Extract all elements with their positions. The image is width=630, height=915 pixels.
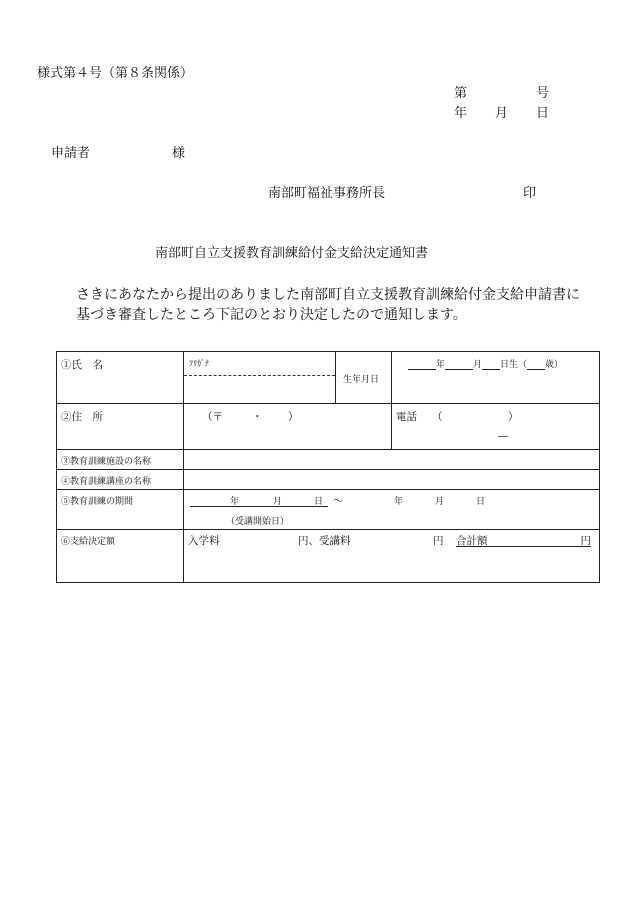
dob-label-cell: [336, 352, 392, 404]
phone-dash: ―: [498, 430, 509, 442]
total-label: 合計額: [456, 535, 488, 547]
period-start-month: 月: [273, 497, 283, 507]
dob-day-unit: 日生（: [500, 360, 528, 370]
row-facility: [57, 450, 600, 470]
doc-number-suffix: 号: [536, 86, 550, 101]
body-text-line1: さきにあなたから提出のありました南部町自立支援教育訓練給付金支給申請書に: [76, 287, 580, 303]
entrance-fee-label: 入学料: [188, 535, 220, 547]
applicant-honorific: 様: [172, 146, 186, 161]
name-label-cell: [57, 352, 184, 404]
dob-day-blank: [482, 357, 500, 370]
doc-number-prefix: 第: [454, 86, 468, 101]
row-address: [57, 404, 600, 450]
row-course: [57, 470, 600, 490]
furigana-divider: [184, 375, 335, 376]
issuer-name: 南部町福祉事務所長: [268, 186, 386, 201]
age-blank: [527, 357, 545, 370]
date-year: 年: [454, 106, 468, 121]
amount-value-cell: [184, 530, 600, 583]
phone-cell: [392, 404, 600, 450]
facility-label-cell: [57, 450, 184, 470]
phone-close: ）: [508, 411, 519, 423]
dob-month-blank: [445, 357, 473, 370]
row-name: [57, 352, 600, 404]
course-label: ④教育訓練講座の名称: [61, 477, 152, 487]
postal-dot: ・: [252, 411, 263, 423]
total-yen: 円: [580, 535, 591, 547]
period-start-underline: [190, 506, 328, 507]
dob-month-unit: 月: [473, 360, 483, 370]
postal-open: （〒: [202, 411, 223, 423]
row-period: [57, 490, 600, 530]
name-value-cell: [184, 352, 336, 404]
course-label-cell: [57, 470, 184, 490]
course-value-cell: [184, 470, 600, 490]
age-unit: 歳）: [545, 360, 564, 370]
facility-label: ③教育訓練施設の名称: [61, 457, 152, 467]
applicant-label: 申請者: [51, 146, 91, 161]
period-start-note: （受講開始日）: [226, 517, 290, 527]
period-end-month: 月: [435, 497, 445, 507]
decision-table: [56, 351, 600, 583]
address-label-cell: [57, 404, 184, 450]
period-label-cell: [57, 490, 184, 530]
period-value-cell: [184, 490, 600, 530]
facility-value-cell: [184, 450, 600, 470]
period-end-year: 年: [394, 497, 404, 507]
postal-close: ）: [288, 411, 299, 423]
document-title: 南部町自立支援教育訓練給付金支給決定通知書: [155, 246, 429, 261]
period-end-day: 日: [476, 497, 486, 507]
period-start-day: 日: [314, 497, 324, 507]
name-label: ①氏 名: [61, 359, 103, 371]
furigana-label: ﾌﾘｶﾞﾅ: [189, 359, 209, 368]
period-label: ⑤教育訓練の期間: [61, 497, 134, 507]
date-day: 日: [536, 106, 550, 121]
dob-label: 生年月日: [343, 375, 380, 385]
form-number: 様式第４号（第８条関係）: [37, 66, 194, 81]
body-text-line2: 基づき審査したところ下記のとおり決定したので通知します。: [76, 307, 467, 323]
phone-label: 電話: [396, 411, 417, 423]
seal-mark: 印: [523, 186, 537, 201]
period-start-year: 年: [230, 497, 240, 507]
row-amount: [57, 530, 600, 583]
period-tilde: 〜: [333, 495, 344, 507]
tuition-fee-label: 円、受講料: [298, 535, 351, 547]
address-value-cell: [184, 404, 392, 450]
amount-label-cell: [57, 530, 184, 583]
dob-year-blank: [408, 357, 436, 370]
address-label: ②住 所: [61, 411, 103, 423]
tuition-yen: 円: [433, 535, 444, 547]
dob-fields: [408, 357, 563, 370]
phone-open: （: [432, 411, 443, 423]
amount-label: ⑥支給決定額: [61, 537, 116, 547]
total-field: [456, 533, 591, 547]
dob-year-unit: 年: [436, 360, 446, 370]
dob-value-cell: [392, 352, 600, 404]
date-month: 月: [495, 106, 509, 121]
